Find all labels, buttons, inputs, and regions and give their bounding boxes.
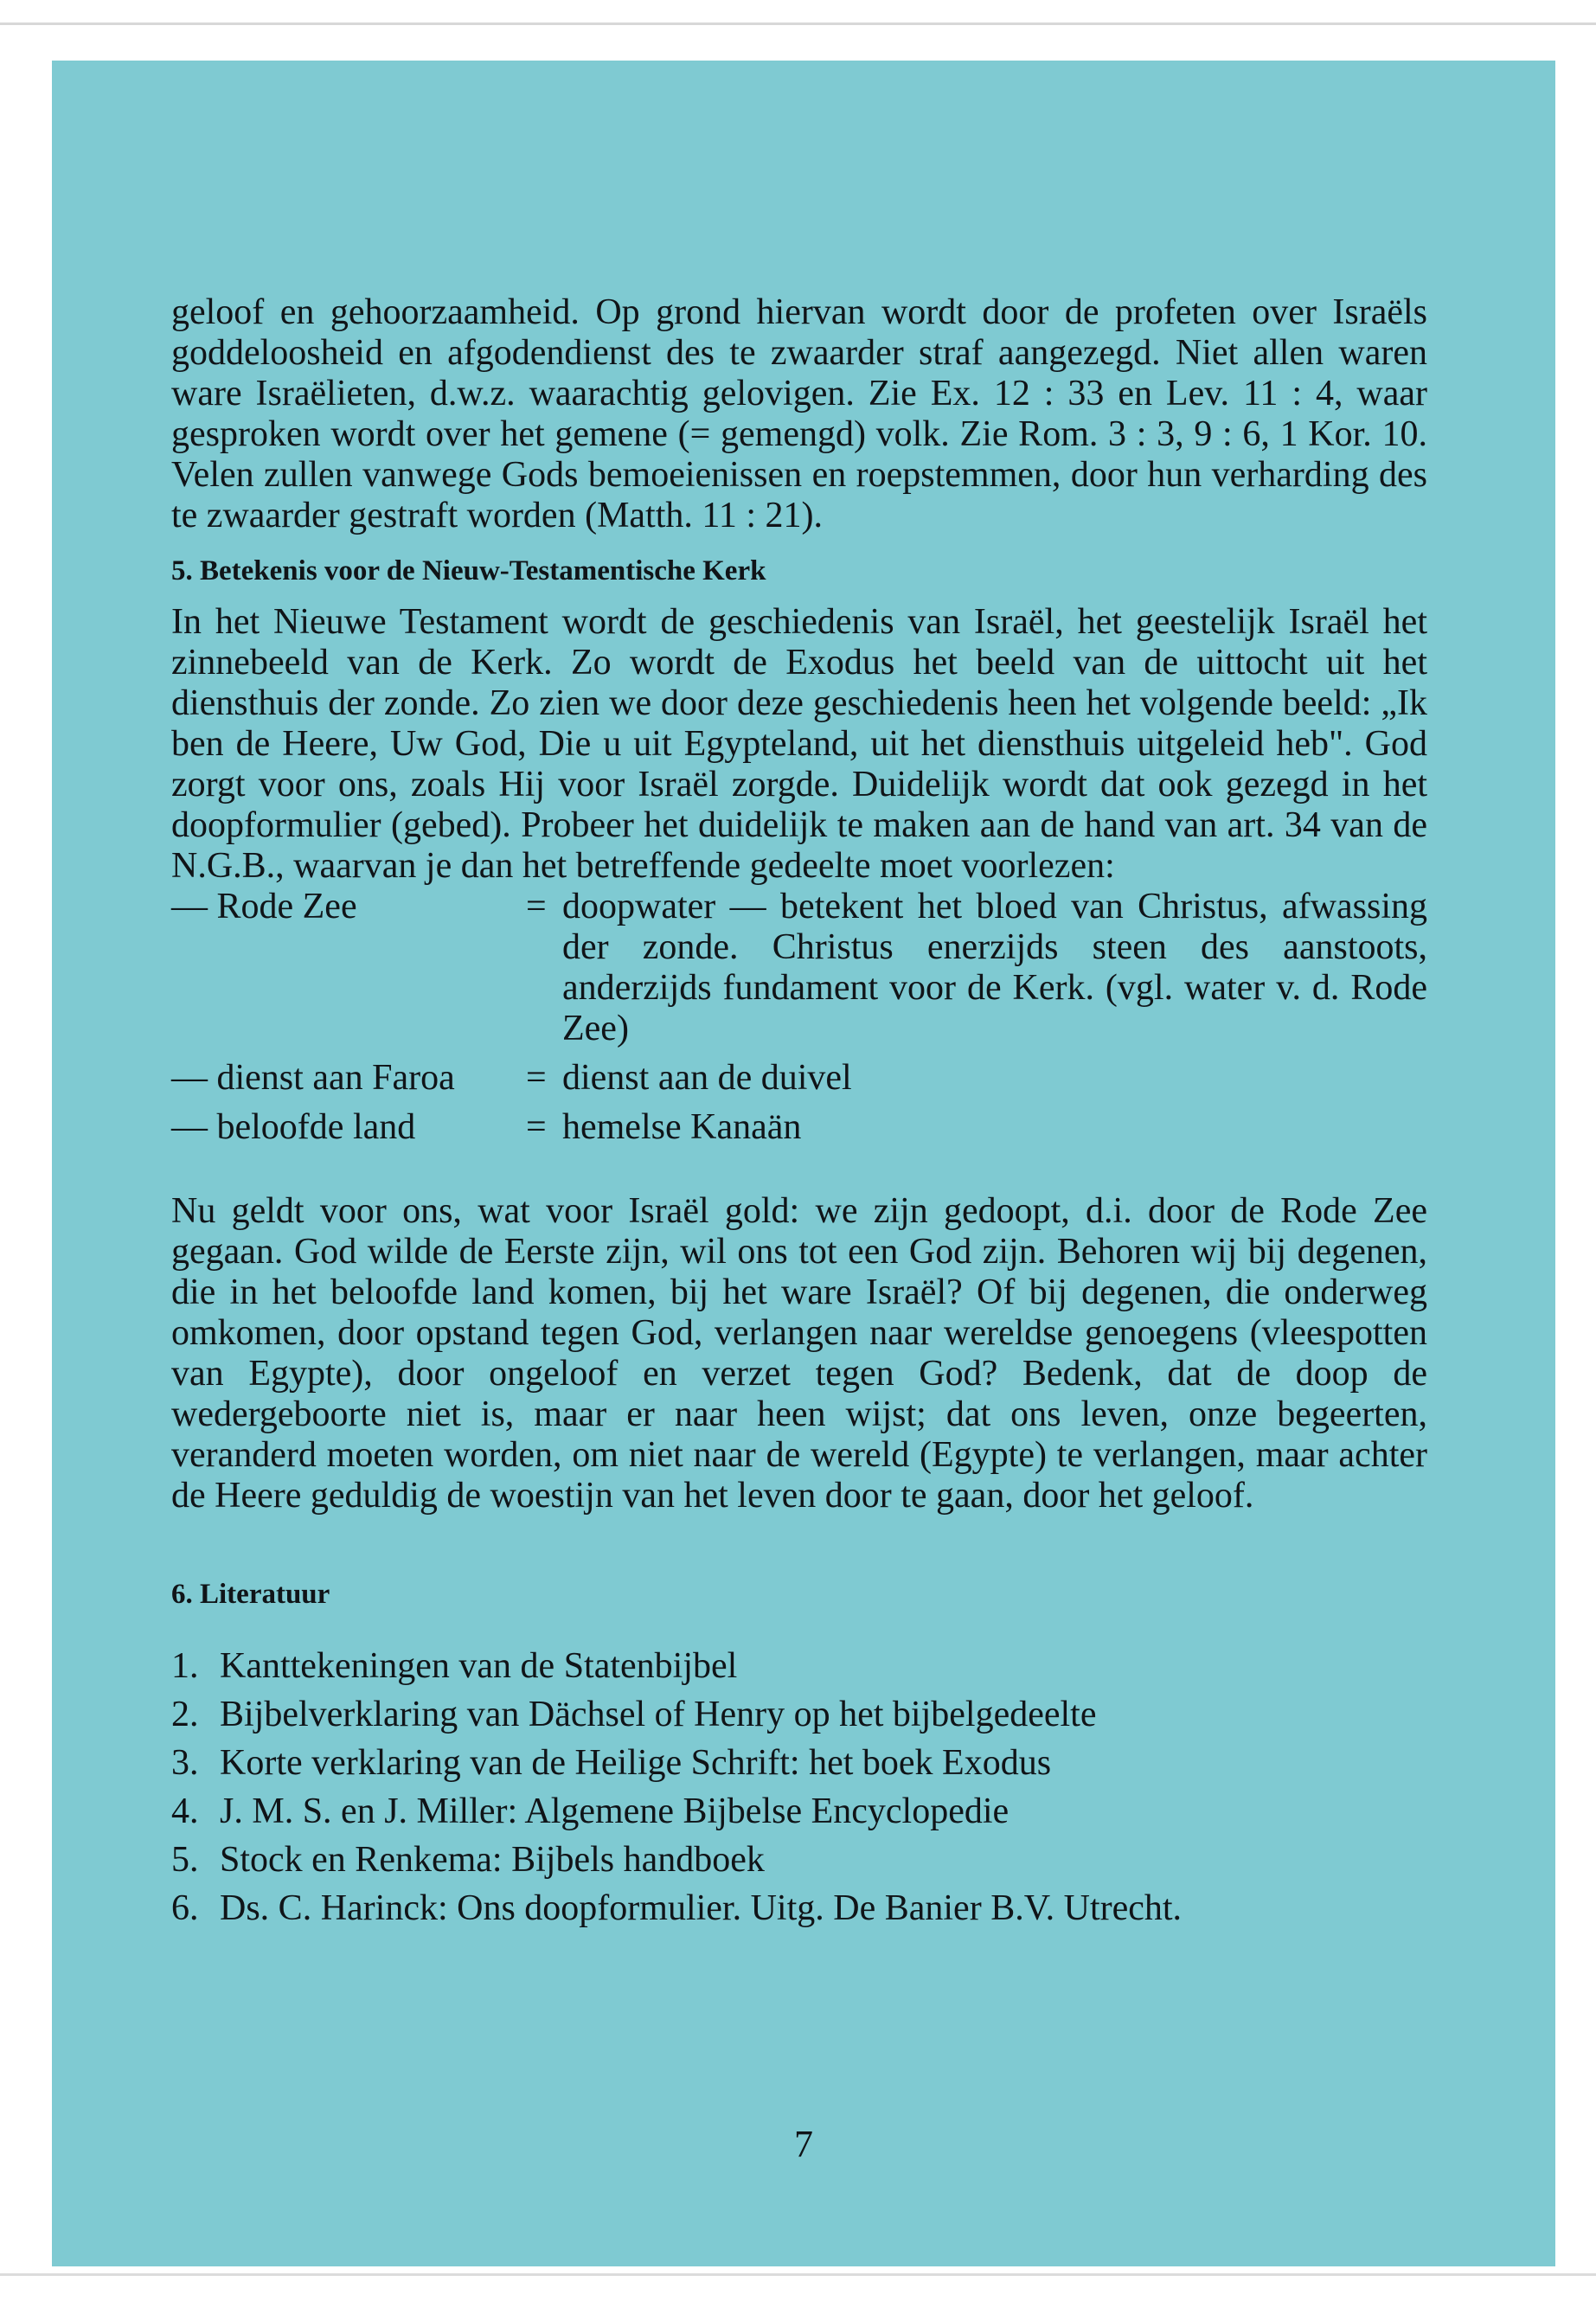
- page-number: 7: [794, 2123, 813, 2165]
- equivalence-term: — dienst aan Faroa: [171, 1058, 455, 1098]
- section-6-heading: 6. Literatuur: [171, 1579, 330, 1610]
- equivalence-meaning: dienst aan de duivel: [562, 1058, 852, 1098]
- equivalence-meaning: hemelse Kanaän: [562, 1107, 802, 1147]
- reference-text: Ds. C. Harinck: Ons doopformulier. Uitg. De Banier B.V. Utrecht.: [220, 1888, 1183, 1928]
- section-5-heading: 5. Betekenis voor de Nieuw-Testamentische Kerk: [171, 555, 766, 586]
- equals-sign: =: [526, 887, 547, 926]
- equivalence-row: [171, 887, 1427, 1049]
- reference-number: 6.: [171, 1888, 199, 1928]
- reference-number: 5.: [171, 1840, 199, 1880]
- scan-edge-bottom: [0, 2273, 1596, 2276]
- reference-item: [171, 1695, 1427, 1735]
- reference-number: 3.: [171, 1743, 199, 1783]
- equals-sign: =: [526, 1058, 547, 1098]
- section-5-closing-paragraph: Nu geldt voor ons, wat voor Israël gold: we zijn gedoopt, d.i. door de Rode Zee gegaan. God wilde de Eerste zijn, wil ons tot een God zijn. Behoren wij bij degenen, die in het beloofde land komen, bij het ware Israël? Of bij degenen, die onderweg omkomen, door opstand tegen God, verlangen naar wereldse genoegens (vleespotten van Egypte), door ongeloof en verzet tegen God? Bedenk, dat de doop de wedergeboorte niet is, maar er naar heen wijst; dat ons leven, onze begeerten, veranderd moeten worden, om niet naar de wereld (Egypte) te verlangen, maar achter de Heere geduldig de woestijn van het leven door te gaan, door het geloof.: [171, 1191, 1427, 1516]
- scan-edge-top: [0, 22, 1596, 25]
- reference-number: 4.: [171, 1791, 199, 1831]
- reference-text: J. M. S. en J. Miller: Algemene Bijbelse Encyclopedie: [220, 1791, 1010, 1831]
- equivalence-row: [171, 1058, 1427, 1099]
- reference-number: 2.: [171, 1695, 199, 1734]
- equivalence-row: [171, 1107, 1427, 1148]
- reference-number: 1.: [171, 1646, 199, 1686]
- reference-text: Korte verklaring van de Heilige Schrift: het boek Exodus: [220, 1743, 1052, 1783]
- reference-item: [171, 1791, 1427, 1832]
- reference-text: Kanttekeningen van de Statenbijbel: [220, 1646, 738, 1686]
- page-content: [171, 292, 1427, 1937]
- intro-paragraph: geloof en gehoorzaamheid. Op grond hiervan wordt door de profeten over Israëls goddeloosheid en afgodendienst des te zwaarder straf aangezegd. Niet allen waren ware Israëlieten, d.w.z. waarachtig gelovigen. Zie Ex. 12 : 33 en Lev. 11 : 4, waar gesproken wordt over het gemene (= gemengd) volk. Zie Rom. 3 : 3, 9 : 6, 1 Kor. 10. Velen zullen vanwege Gods bemoeienissen en roepstemmen, door hun verharding des te zwaarder gestraft worden (Matth. 11 : 21).: [171, 292, 1427, 535]
- equivalence-term: — Rode Zee: [171, 887, 357, 926]
- reference-text: Stock en Renkema: Bijbels handboek: [220, 1840, 765, 1880]
- reference-item: [171, 1840, 1427, 1881]
- reference-item: [171, 1743, 1427, 1784]
- reference-item: [171, 1646, 1427, 1687]
- document-page: [52, 61, 1555, 2266]
- equivalence-term: — beloofde land: [171, 1107, 416, 1147]
- equals-sign: =: [526, 1107, 547, 1147]
- reference-text: Bijbelverklaring van Dächsel of Henry op het bijbelgedeelte: [220, 1695, 1097, 1734]
- equivalence-list: [171, 887, 1427, 1148]
- reference-item: [171, 1888, 1427, 1929]
- reference-list: [171, 1646, 1427, 1929]
- section-5-paragraph: In het Nieuwe Testament wordt de geschiedenis van Israël, het geestelijk Israël het zinnebeeld van de Kerk. Zo wordt de Exodus het beeld van de uittocht uit het diensthuis der zonde. Zo zien we door deze geschiedenis heen het volgende beeld: „Ik ben de Heere, Uw God, Die u uit Egypteland, uit het diensthuis uitgeleid heb". God zorgt voor ons, zoals Hij voor Israël zorgde. Duidelijk wordt dat ook gezegd in het doopformulier (gebed). Probeer het duidelijk te maken aan de hand van art. 34 van de N.G.B., waarvan je dan het betreffende gedeelte moet voorlezen:: [171, 602, 1427, 886]
- spacer: [171, 1157, 1427, 1191]
- equivalence-meaning: doopwater — betekent het bloed van Christus, afwassing der zonde. Christus enerzijds steen des aanstoots, anderzijds fundament voor de Kerk. (vgl. water v. d. Rode Zee): [562, 887, 1427, 1048]
